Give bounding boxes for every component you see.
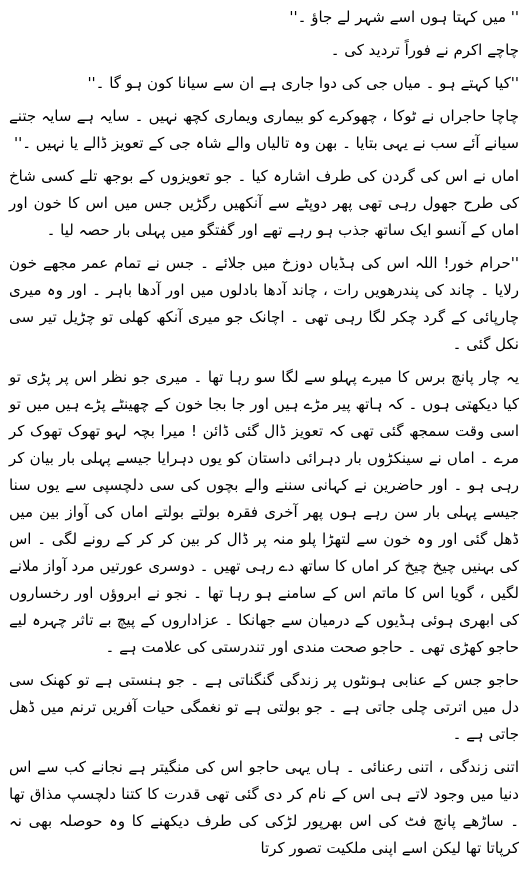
paragraph-1: '' میں کہتا ہوں اسے شہر لے جاؤ ۔'' — [289, 8, 519, 26]
paragraph-3: ''کیا کہتے ہو ۔ میاں جی کی دوا جاری ہے ان سے سیانا کون ہو گا ۔'' — [87, 74, 519, 92]
paragraph-4: چاچا حاجراں نے ٹوکا ، چھوکرے کو بیماری ویماری کچھ نہیں ۔ سایہ ہے سایہ جتنے سیانے آئے سب نے یہی بتایا ۔ بھن وہ تالیاں والے شاہ جی کے تعویز ڈالے یا نہیں ۔'' — [9, 107, 519, 152]
paragraph-6: ''حرام خور! اللہ اس کی ہڈیاں دوزخ میں جلائے ۔ جس نے تمام عمر مجھے خون رلایا ۔ چاند کی پندرھویں رات ، چاند آدھا بادلوں میں اور آدھا باہر ۔ اور وہ میری چارپائی کے گرد چکر لگا رہی تھی ۔ اچانک جو میری آنکھ کھلی تو چڑیل تیر سی نکل گئی ۔ — [9, 254, 519, 353]
paragraph-5: اماں نے اس کی گردن کی طرف اشارہ کیا ۔ جو تعویزوں کے بوجھ تلے کسی شاخ کی طرح جھول رہی تھی پھر دوپٹے سے آنکھیں رگڑیں جس میں اس کا خون اور اماں کے آنسو ایک ساتھ جذب ہو رہے تھے اور گفتگو میں پہلی بار حصہ لیا ۔ — [9, 167, 519, 239]
paragraph-9: اتنی زندگی ، اتنی رعنائی ۔ ہاں یہی حاجو اس کی منگیتر ہے نجانے کب سے اس دنیا میں وجود لاتے ہی اس کے نام کر دی گئی تھی قدرت کا کتنا دلچسپ مذاق تھا ۔ ساڑھے پانچ فٹ کی اس بھرپور لڑکی کی طرف دیکھنے کا وہ حوصلہ بھی نہ کرپاتا تھا لیکن اسے اپنی ملکیت تصور کرتا — [9, 758, 519, 857]
paragraph-7: یہ چار پانچ برس کا میرے پہلو سے لگا سو رہا تھا ۔ میری جو نظر اس پر پڑی تو کیا دیکھتی ہوں ۔ کہ ہاتھ پیر مڑے ہیں اور جا بجا خون کے چھینٹے پڑے ہیں میں تو اسی وقت سمجھ گئی تھی کہ تعویز ڈال گئی ڈائن ! میرا بچہ لہو تھوک تھوک کر مرے ۔ اماں نے سینکڑوں بار دہرائی داستان کو یوں دہرایا جیسے پہلی بار بیان کر رہی ہو ۔ اور حاضرین نے کہانی سننے والے بچوں کی سی دلچسپی سے یوں سنا جیسے پہلی بار سن رہے ہوں پھر آخری فقرہ بولتے بولتے اماں کی آواز بین میں ڈھل گئی اور وہ خون سے لتھڑا پلو منہ پر ڈال کر بین کر کر کے رونے لگی ۔ اس کی بہنیں چیخ چیخ کر اماں کا ساتھ دے رہی تھیں ۔ دوسری عورتیں مرد آواز ملانے لگیں ، گویا اس کا ماتم اس کے سامنے ہو رہا تھا ۔ نجو نے ابروؤں اور رخساروں کی ابھری ہوئی ہڈیوں کے درمیان سے جھانکا ۔ عزاداروں کے پیچ بے تاثر چہرہ لیے حاجو کھڑی تھی ۔ حاجو صحت مندی اور تندرستی کی علامت ہے ۔ — [9, 368, 519, 656]
paragraph-2: چاچے اکرم نے فوراً تردید کی ۔ — [330, 41, 519, 59]
paragraph-8: حاجو جس کے عنابی ہونٹوں پر زندگی گنگناتی ہے ۔ جو ہنستی ہے تو کھنک سی دل میں اترتی چلی جاتی ہے ۔ جو بولتی ہے تو نغمگی حیات آفریں ترنم میں ڈھل جاتی ہے ۔ — [9, 671, 519, 743]
